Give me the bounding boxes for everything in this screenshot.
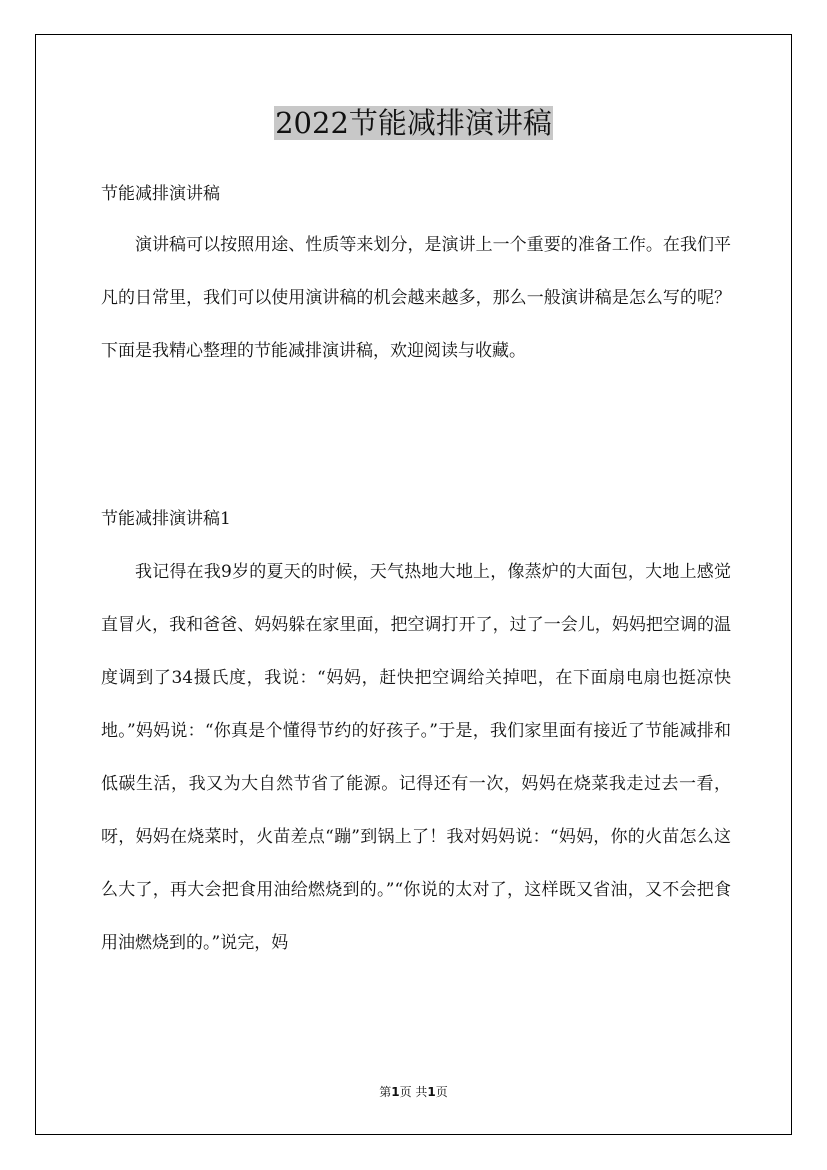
footer-mid: 页 共 bbox=[399, 1085, 428, 1099]
section-paragraph bbox=[101, 546, 731, 970]
intro-text: 演讲稿可以按照用途、性质等来划分，是演讲上一个重要的准备工作。在我们平凡的日常里，我们可以使用演讲稿的机会越来越多，那么一般演讲稿是怎么写的呢？下面是我精心整理的节能减排演讲稿，欢迎阅读与收藏。 bbox=[101, 235, 731, 361]
footer-page-current: 1 bbox=[391, 1085, 400, 1099]
footer-prefix: 第 bbox=[379, 1085, 392, 1099]
document-subtitle: 节能减排演讲稿 bbox=[101, 184, 220, 204]
document-title-text: 2022节能减排演讲稿 bbox=[275, 106, 552, 140]
section-text: 我记得在我9岁的夏天的时候，天气热地大地上，像蒸炉的大面包，大地上感觉直冒火，我和爸爸、妈妈躲在家里面，把空调打开了，过了一会儿，妈妈把空调的温度调到了34摄氏度，我说：“妈妈，赶快把空调给关掉吧，在下面扇电扇也挺凉快地。”妈妈说：“你真是个懂得节约的好孩子。”于是，我们家里面有接近了节能减排和低碳生活，我又为大自然节省了能源。记得还有一次，妈妈在烧菜我走过去一看，呀，妈妈在烧菜时，火苗差点“蹦”到锅上了！我对妈妈说：“妈妈，你的火苗怎么这么大了，再大会把食用油给燃烧到的。”“你说的太对了，这样既又省油，又不会把食用油燃烧到的。”说完，妈 bbox=[101, 562, 731, 953]
footer-page-total: 1 bbox=[427, 1085, 436, 1099]
section-heading: 节能减排演讲稿1 bbox=[101, 509, 231, 529]
intro-paragraph bbox=[101, 219, 731, 378]
document-title bbox=[0, 104, 827, 142]
footer-suffix: 页 bbox=[435, 1085, 448, 1099]
page-footer bbox=[0, 1083, 827, 1100]
